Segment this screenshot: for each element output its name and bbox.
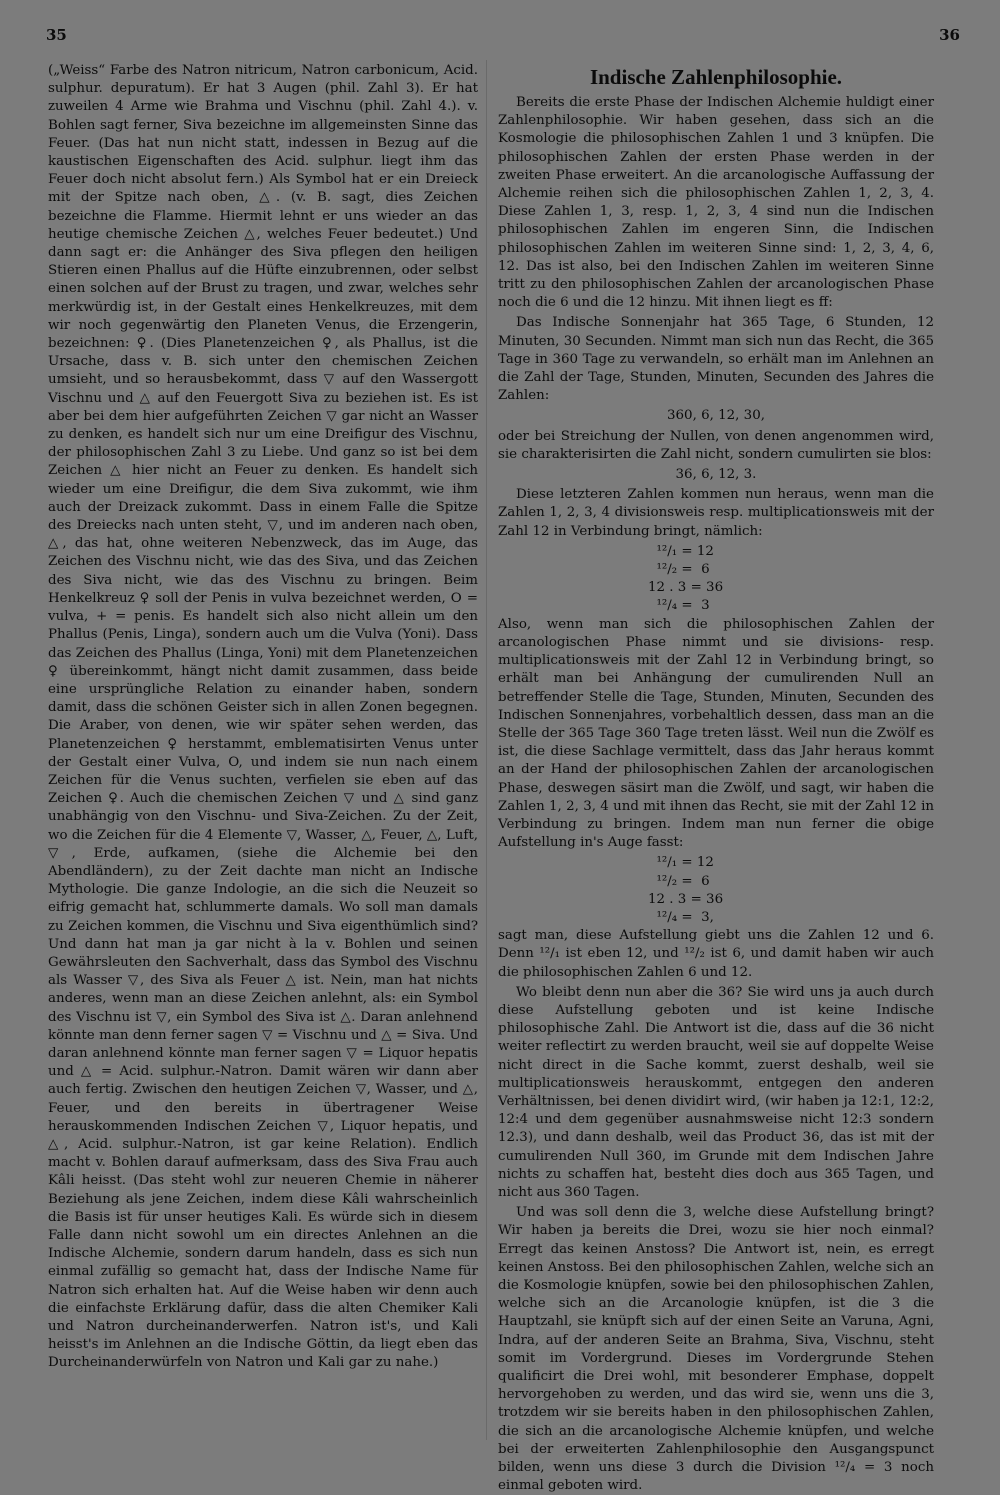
number-line-1: 360, 6, 12, 30, [667, 408, 765, 424]
page-number-right: 36 [939, 26, 960, 44]
right-column [498, 64, 934, 1494]
paragraph-2: Das Indische Sonnenjahr hat 365 Tage, 6 Stunden, 12 Minuten, 30 Secunden. Nimmt man sich nun das Recht, die 365 Tage in 360 Tage zu verwandeln, so erhält man im Anlehnen an die Zahl der Tage, Stunden, Minuten, Secunden des Jahres die Zahlen: [498, 315, 934, 404]
section-title: Indische Zahlenphilosophie. [589, 65, 843, 89]
math-block-1: ¹²/₁ = 12 ¹²/₂ = 6 12 . 3 = 36 ¹²/₄ = 3 [648, 543, 724, 614]
left-paragraph: („Weiss“ Farbe des Natron nitricum, Natron carbonicum, Acid. sulphur. depuratum). Er hat 3 Augen (phil. Zahl 3). Er hat zuweilen 4 Arme wie Brahma und Vischnu (phil. Zahl 4.). v. Bohlen sagt ferner, Siva bezeichne im allgemeinsten Sinne das Feuer. (Das hat nun nicht statt, indessen in Bezug auf die kaustischen Eigenschaften des Acid. sulphur. liegt ihm das Feuer doch nicht absolut fern.) Als Symbol hat er ein Dreieck mit der Spitze nach oben, △. (v. B. sagt, dies Zeichen bezeichne die Flamme. Hiermit lehnt er uns wieder an das heutige chemische Zeichen △, welches Feuer bedeutet.) Und dann sagt er: die Anhänger des Siva pflegen den heiligen Stieren einen Phallus auf die Hüfte einzubrennen, oder selbst einen solchen auf der Brust zu tragen, und zwar, welches sehr merkwürdig ist, in der Gestalt eines Henkelkreuzes, mit dem wir noch gegenwärtig den Planeten Venus, die Erzengerin, bezeichnen: ♀. (Dies Planetenzeichen ♀, als Phallus, ist die Ursache, dass v. B. sich unter den chemischen Zeichen umsieht, und so herausbekommt, dass ▽ auf den Wassergott Vischnu und △ auf den Feuergott Siva zu beziehen ist. Es ist aber bei dem hier aufgeführten Zeichen ▽ gar nicht an Wasser zu denken, es handelt sich nur um eine Dreifigur des Vischnu, der philosophischen Zahl 3 zu Liebe. Und ganz so ist bei dem Zeichen △ hier nicht an Feuer zu denken. Es handelt sich wieder um eine Dreifigur, die dem Siva zukommt, wie ihm auch der Dreizack zukommt. Dass in einem Falle die Spitze des Dreiecks nach unten steht, ▽, und im anderen nach oben, △, das hat, ohne weiteren Nebenzweck, das im Auge, das Zeichen des Vischnu nicht, wie das des Siva, und das Zeichen des Siva nicht, wie das des Vischnu zu bringen. Beim Henkelkreuz ♀ soll der Penis in vulva bezeichnet werden, O = vulva, + = penis. Es handelt sich also nicht allein um den Phallus (Penis, Linga), sondern auch um die Vulva (Yoni). Dass das Zeichen des Phallus (Linga, Yoni) mit dem Planetenzeichen ♀ übereinkommt, hängt nicht damit zusammen, dass beide eine ursprüngliche Relation zu einander haben, sondern damit, dass die schönen Geister sich in allen Zonen begegnen. Die Araber, von denen, wie wir später sehen werden, das Planetenzeichen ♀ herstammt, emblematisirten Venus unter der Gestalt einer Vulva, O, und indem sie nun nach einem Zeichen für die Venus suchten, verfielen sie eben auf das Zeichen ♀. Auch die chemischen Zeichen ▽ und △ sind ganz unabhängig von den Vischnu- und Siva-Zeichen. Zu der Zeit, wo die Zeichen für die 4 Elemente ▽, Wasser, △, Feuer, △, Luft, ▽, Erde, aufkamen, (siehe die Alchemie bei den Abendländern), zu der Zeit dachte man nicht an Indische Mythologie. Die ganze Indologie, an die sich die Neuzeit so eifrig gemacht hat, schlummerte damals. Wo soll man damals zu Zeichen kommen, die Vischnu und Siva eigenthümlich sind? Und dann hat man ja gar nicht à la v. Bohlen und seinen Gewährsleuten den Sachverhalt, dass das Symbol des Vischnu als Wasser ▽, des Siva als Feuer △ ist. Nein, man hat nichts anderes, wenn man an diese Zeichen anlehnt, als: ein Symbol des Vischnu ist ▽, ein Symbol des Siva ist △. Daran anlehnend könnte man denn ferner sagen ▽ = Vischnu und △ = Siva. Und daran anlehnend könnte man ferner sagen ▽ = Liquor hepatis und △ = Acid. sulphur.-Natron. Damit wären wir dann aber auch fertig. Zwischen den heutigen Zeichen ▽, Wasser, und △, Feuer, und den bereits in übertragener Weise herauskommenden Indischen Zeichen ▽, Liquor hepatis, und △, Acid. sulphur.-Natron, ist gar keine Relation). Endlich macht v. Bohlen darauf aufmerksam, dass des Siva Frau auch Kâli heisst. (Das steht wohl zur neueren Chemie in näherer Beziehung als jene Zeichen, indem diese Kâli wahrscheinlich die Basis ist für unser heutiges Kali. Es würde sich in diesem Falle dann nicht sowohl um ein directes Anlehnen an die Indische Alchemie, sondern darum handeln, dass es sich nun einmal zufällig so gemacht hat, dass der Indische Name für Natron sich erhalten hat. Auf die Weise haben wir denn auch die einfachste Erklärung dafür, dass die alten Chemiker Kali und Natron durcheinanderwerfen. Natron ist's, und Kali heisst's im Anlehnen an die Indische Göttin, da liegt eben das Durcheinanderwürfeln von Natron und Kali gar zu nahe.) [48, 63, 478, 1371]
paragraph-5: Also, wenn man sich die philosophischen Zahlen der arcanologischen Phase nimmt und sie divisions- resp. multiplicationsweis mit der Zahl 12 in Verbindung bringt, so erhält man bei Anhängung der cumulirenden Null an betreffender Stelle die Tage, Stunden, Minuten, Secunden des Indischen Sonnenjahres, vorbehaltlich dessen, dass man an die Stelle der 365 Tage 360 Tage treten lässt. Weil nun die Zwölf es ist, die diese Sachlage vermittelt, dass das Jahr heraus kommt an der Hand der philosophischen Zahlen der arcanologischen Phase, deswegen säsirt man die Zwölf, und sagt, wir haben die Zahlen 1, 2, 3, 4 und mit ihnen das Recht, sie mit der Zahl 12 in Verbindung zu bringen. Indem man nun ferner die obige Aufstellung in's Auge fasst: [498, 616, 934, 851]
paragraph-3: oder bei Streichung der Nullen, von denen angenommen wird, sie charakterisirten die Zahl nicht, sondern cumulirten sie blos: [498, 428, 934, 462]
math-block-2: ¹²/₁ = 12 ¹²/₂ = 6 12 . 3 = 36 ¹²/₄ = 3, [648, 855, 724, 925]
number-line-2: 36, 6, 12, 3. [675, 467, 757, 483]
paragraph-1: Bereits die erste Phase der Indischen Alchemie huldigt einer Zahlenphilosophie. Wir haben gesehen, dass sich an die Kosmologie die philosophischen Zahlen 1 und 3 knüpfen. Die philosophischen Zahlen der ersten Phase werden in der zweiten Phase erweitert. An die arcanologische Auffassung der Alchemie reihen sich die philosophischen Zahlen 1, 2, 3, 4. Diese Zahlen 1, 3, resp. 1, 2, 3, 4 sind nun die Indischen philosophischen Zahlen im engeren Sinn, die Indischen philosophischen Zahlen im weiteren Sinne sind: 1, 2, 3, 4, 6, 12. Das ist also, bei den Indischen Zahlen im weiteren Sinne tritt zu den philosophischen Zahlen der arcanologischen Phase noch die 6 und die 12 hinzu. Mit ihnen liegt es ff: [498, 95, 934, 311]
paragraph-4: Diese letzteren Zahlen kommen nun heraus, wenn man die Zahlen 1, 2, 3, 4 divisionsweis resp. multiplicationsweis mit der Zahl 12 in Verbindung bringt, nämlich: [498, 487, 934, 539]
column-divider [486, 60, 487, 1440]
paragraph-8: Und was soll denn die 3, welche diese Aufstellung bringt? Wir haben ja bereits die Drei, wozu sie hier noch einmal? Erregt das keinen Anstoss? Die Antwort ist, nein, es erregt keinen Anstoss. Bei den philosophischen Zahlen, welche sich an die Kosmologie knüpfen, sowie bei den philosophischen Zahlen, welche sich an die Arcanologie knüpfen, ist die 3 die Hauptzahl, sie knüpft sich auf der einen Seite an Varuna, Agni, Indra, auf der anderen Seite an Brahma, Siva, Vischnu, steht somit im Vordergrund. Dieses im Vordergrunde Stehen qualificirt die Drei wohl, mit besonderer Emphase, doppelt hervorgehoben zu werden, und das wird sie, wenn uns die 3, trotzdem wir sie bereits haben in den philosophischen Zahlen, die sich an die arcanologische Alchemie knüpfen, und welche bei der erweiterten Zahlenphilosophie den Ausgangspunct bilden, wenn uns diese 3 durch die Division ¹²/₄ = 3 noch einmal geboten wird. [498, 1205, 934, 1494]
page-number-left: 35 [46, 26, 67, 44]
paragraph-6: sagt man, diese Aufstellung giebt uns die Zahlen 12 und 6. Denn ¹²/₁ ist eben 12, und ¹²/₂ ist 6, und damit haben wir auch die philosophischen Zahlen 6 und 12. [498, 928, 934, 980]
left-column [48, 62, 478, 1438]
paragraph-7: Wo bleibt denn nun aber die 36? Sie wird uns ja auch durch diese Aufstellung geboten und ist keine Indische philosophische Zahl. Die Antwort ist die, dass auf die 36 nicht weiter reflectirt zu werden braucht, weil sie auf doppelte Weise nicht direct in die Sache kommt, zuerst deshalb, weil sie multiplicationsweis herauskommt, entgegen den anderen Verhältnissen, bei denen dividirt wird, (wir haben ja 12:1, 12:2, 12:4 und dem gegenüber ausnahmsweise nicht 12:3 sondern 12.3), und dann deshalb, weil das Product 36, das ist mit der cumulirenden Null 360, im Grunde mit dem Indischen Jahre nichts zu schaffen hat, besteht dies doch aus 365 Tagen, und nicht aus 360 Tagen. [498, 984, 934, 1200]
